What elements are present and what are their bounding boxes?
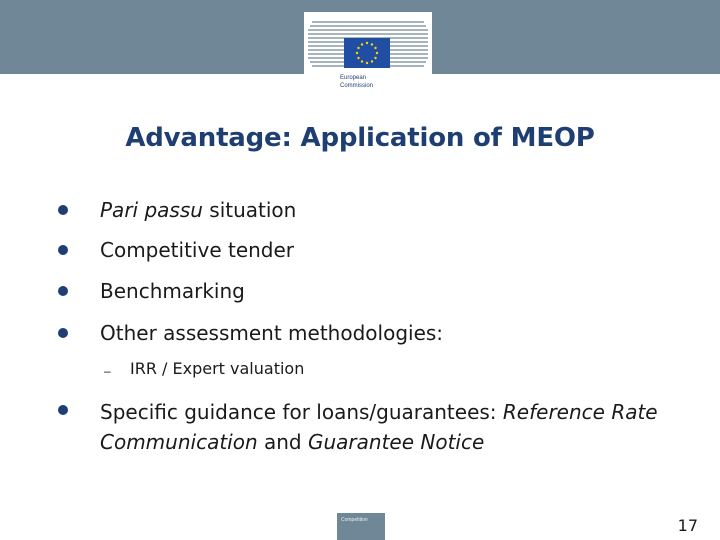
sub-bullet-item-1: IRR / Expert valuation — [130, 359, 305, 378]
european-commission-logo-icon — [304, 12, 432, 98]
bullet-item-1-text: situation — [202, 198, 297, 222]
bullet-item-3: Benchmarking — [100, 279, 245, 303]
circle-bullet-icon — [58, 328, 68, 338]
circle-bullet-icon — [58, 245, 68, 255]
footer-logo — [337, 513, 385, 540]
bullet-item-2: Competitive tender — [100, 238, 295, 262]
bullet-item-1 — [100, 198, 296, 222]
logo-text-line2: Commission — [340, 83, 374, 89]
dash-icon: – — [104, 364, 111, 378]
bullet-item-5-italic-b: Communication — [100, 430, 258, 454]
bullet-item-5-text-b: and — [257, 430, 308, 454]
footer-logo-text: Competition — [341, 517, 368, 523]
circle-bullet-icon — [58, 205, 68, 215]
page-number: 17 — [677, 516, 698, 535]
bullet-item-4: Other assessment methodologies: — [100, 321, 444, 345]
circle-bullet-icon — [58, 286, 68, 296]
bullet-item-5-text-a: Specific guidance for loans/guarantees: — [100, 400, 503, 424]
bullet-item-1-italic: Pari passu — [100, 198, 203, 222]
bullet-item-5 — [100, 397, 670, 457]
circle-bullet-icon — [58, 405, 68, 415]
logo-text-line1: European — [340, 75, 367, 81]
slide-title: Advantage: Application of MEOP — [125, 123, 595, 153]
bullet-item-5-italic-a: Reference Rate — [502, 400, 658, 424]
bullet-item-5-italic-c: Guarantee Notice — [307, 430, 485, 454]
